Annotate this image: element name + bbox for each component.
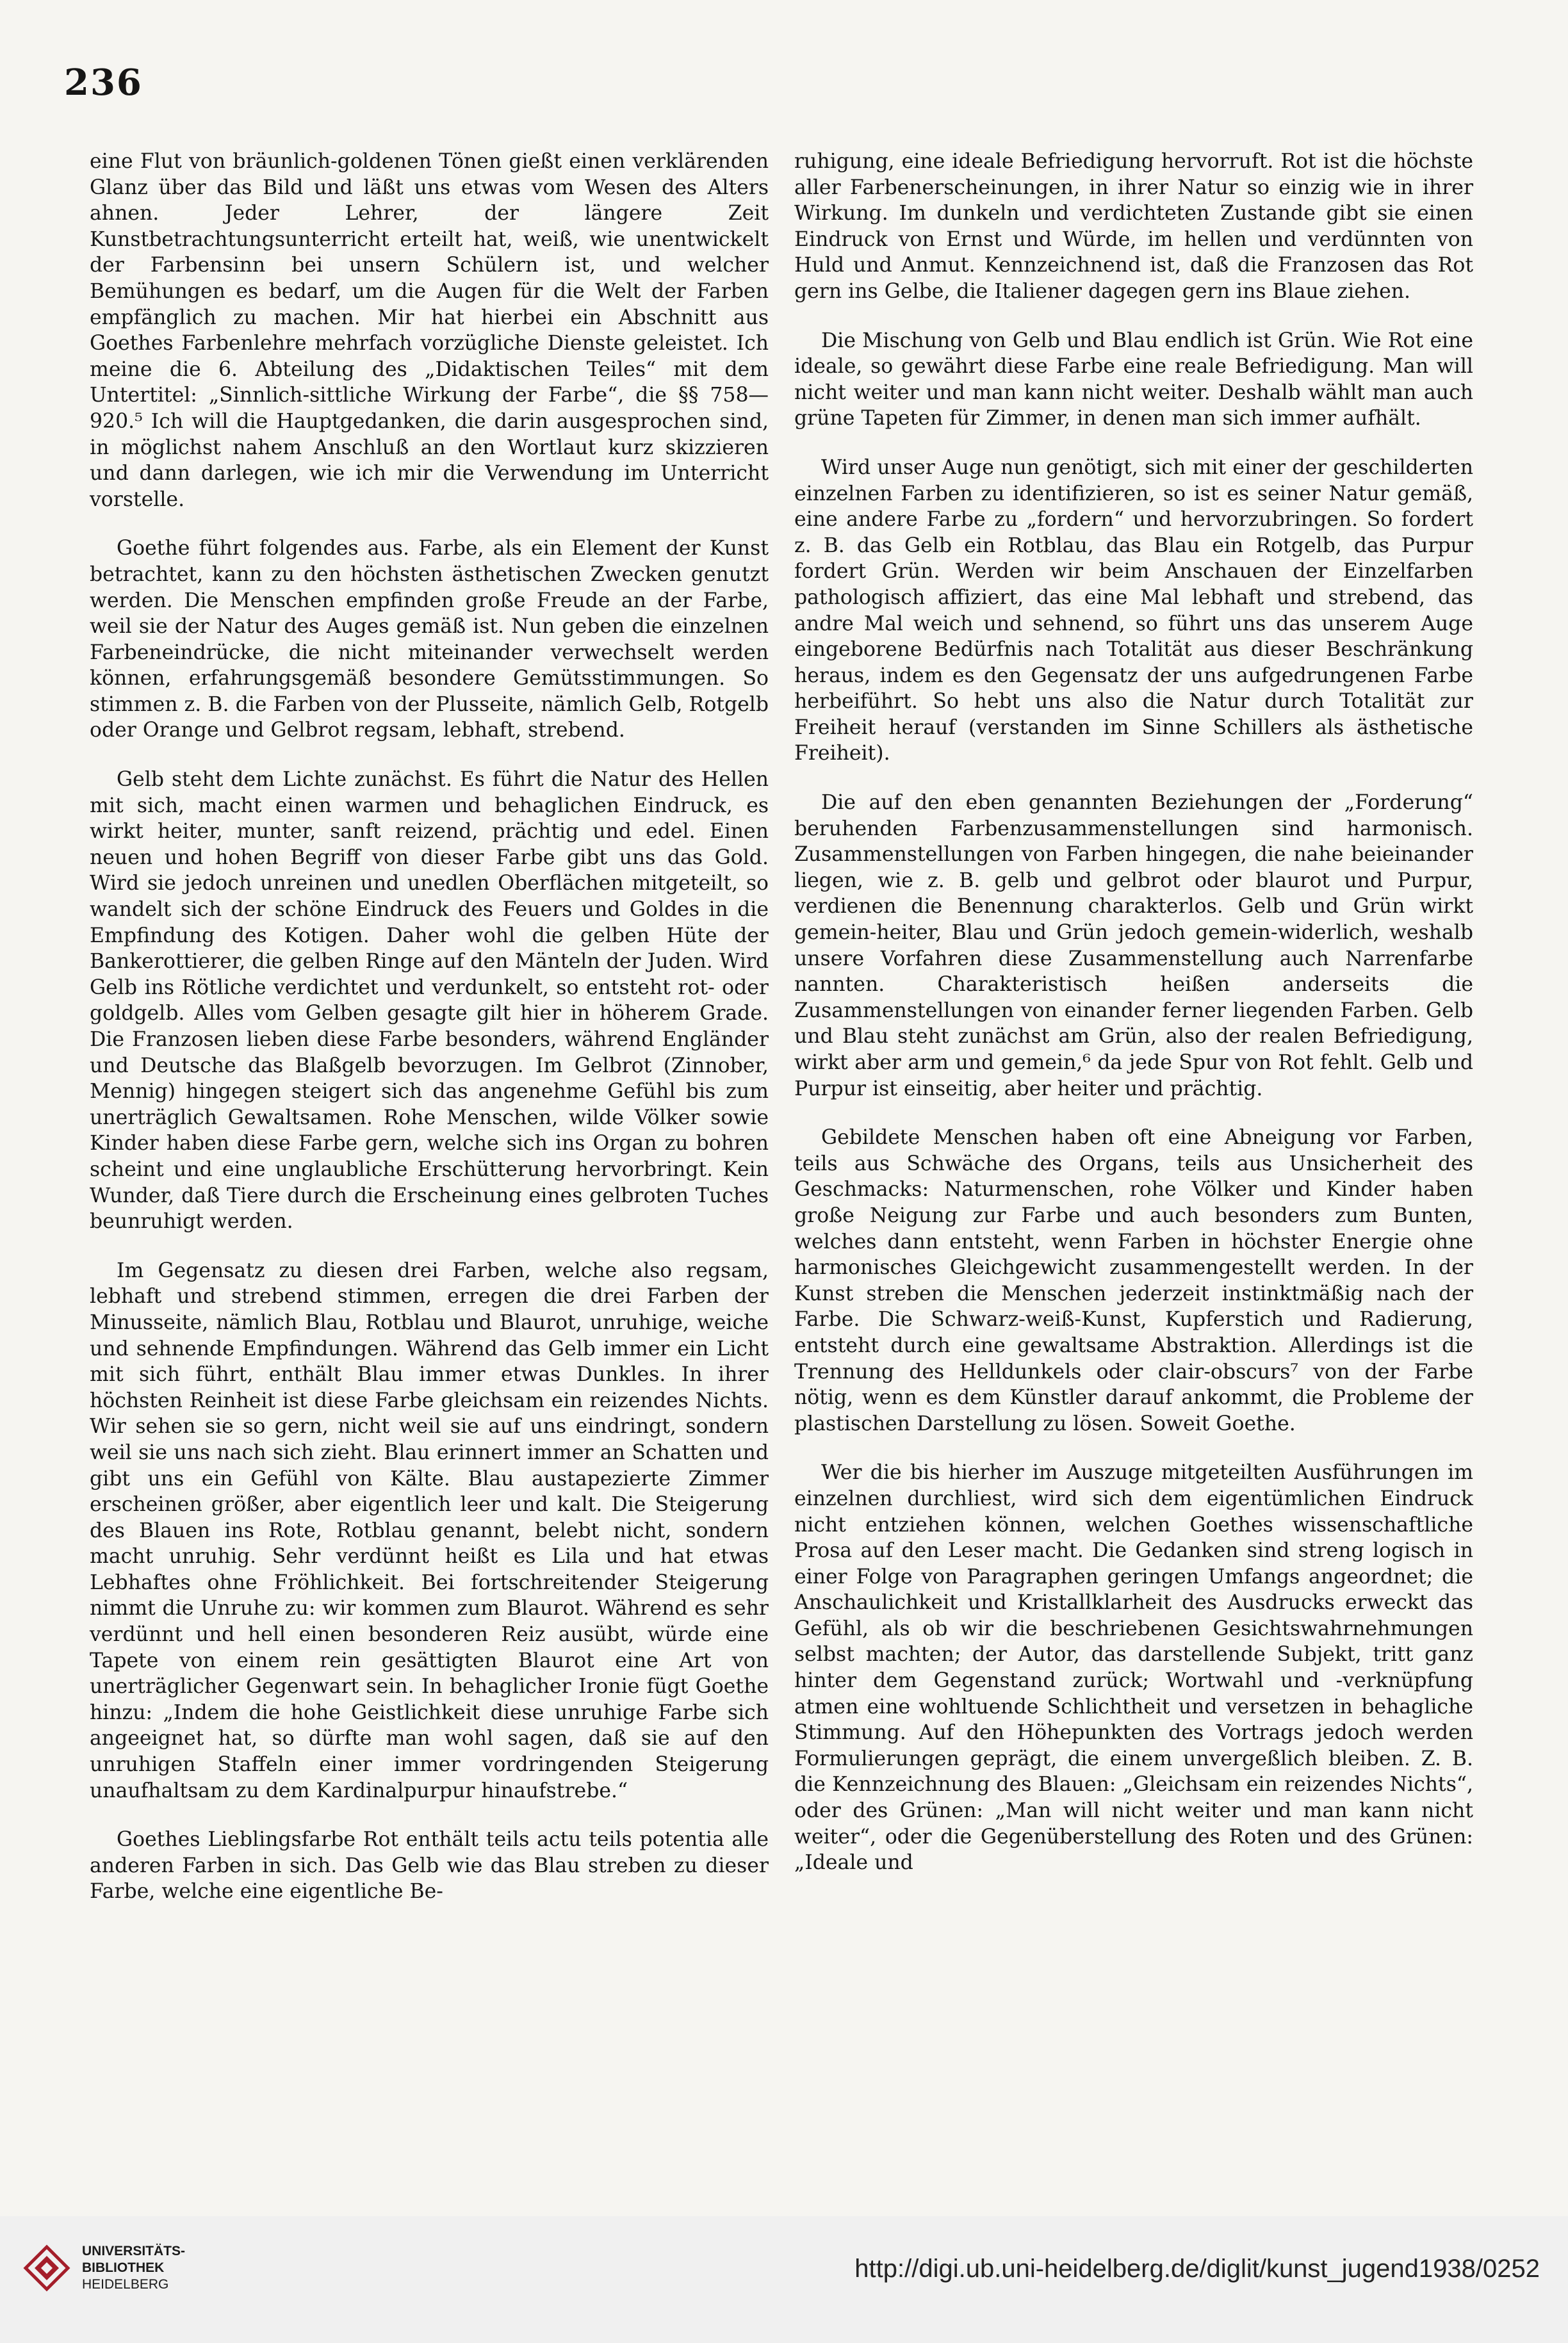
paragraph: Goethe führt folgendes aus. Farbe, als ein Element der Kunst betrachtet, kann zu den höchsten ästhetischen Zwecken genutzt werden. Die Menschen empfinden große Freude an der Farbe, weil sie der Natur des Auges gemäß ist. Nun geben die einzelnen Farbeneindrücke, die nicht miteinander verwechselt werden können, erfahrungsgemäß besondere Gemütsstimmungen. So stimmen z. B. die Farben von der Plusseite, nämlich Gelb, Rotgelb oder Orange und Gelbrot regsam, lebhaft, strebend.: [90, 537, 769, 742]
paragraph: Wird unser Auge nun genötigt, sich mit einer der geschilderten einzelnen Farben zu identifizieren, so ist es seiner Natur gemäß, eine andere Farbe zu „fordern“ und hervorzubringen. So fordert z. B. das Gelb ein Rotblau, das Blau ein Rotgelb, das Purpur fordert Grün. Werden wir beim Anschauen der Einzelfarben pathologisch affiziert, das eine Mal lebhaft und strebend, das andre Mal weich und sehnend, so führt uns das unserem Auge eingeborene Bedürfnis nach Totalität aus dieser Beschränkung heraus, indem es den Gegensatz der uns aufgedrungenen Farbe herbeiführt. So hebt uns also die Natur durch Totalität zur Freiheit herauf (verstanden im Sinne Schillers als ästhetische Freiheit).: [794, 455, 1473, 765]
paragraph: ruhigung, eine ideale Befriedigung hervorruft. Rot ist die höchste aller Farbenerscheinungen, in ihrer Natur so einzig wie in ihrer Wirkung. Im dunkeln und verdichteten Zustande gibt sie einen Eindruck von Ernst und Würde, im hellen und verdünnten von Huld und Anmut. Kennzeichnend ist, daß die Franzosen das Rot gern ins Gelbe, die Italiener dagegen gern ins Blaue ziehen.: [794, 150, 1473, 303]
paragraph: Wer die bis hierher im Auszuge mitgeteilten Ausführungen im einzelnen durchliest, wird sich dem eigentümlichen Eindruck nicht entziehen können, welchen Goethes wissenschaftliche Prosa auf den Leser macht. Die Gedanken sind streng logisch in einer Folge von Paragraphen geringen Umfangs angeordnet; die Anschaulichkeit und Kristallklarheit des Ausdrucks erweckt das Gefühl, als ob wir die beschriebenen Gesichtswahrnehmungen selbst machten; der Autor, das darstellende Subjekt, tritt ganz hinter dem Gegenstand zurück; Wortwahl und -verknüpfung atmen eine wohltuende Schlichtheit und versetzen in behagliche Stimmung. Auf den Höhepunkten des Vortrags jedoch werden Formulierungen geprägt, die einem unvergeßlich bleiben. Z. B. die Kennzeichnung des Blauen: „Gleichsam ein reizendes Nichts“, oder des Grünen: „Man will nicht weiter und man kann nicht weiter“, oder die Gegenüberstellung des Roten und des Grünen: „Ideale und: [794, 1461, 1473, 1875]
page-number: 236: [64, 61, 143, 104]
paragraph: Die Mischung von Gelb und Blau endlich ist Grün. Wie Rot eine ideale, so gewährt diese Farbe eine reale Befriedigung. Man will nicht weiter und man kann nicht weiter. Deshalb wählt man auch grüne Tapeten für Zimmer, in denen man sich immer aufhält.: [794, 329, 1473, 430]
right-column: [794, 149, 1473, 1899]
library-name-line: HEIDELBERG: [82, 2277, 169, 2292]
paragraph: Goethes Lieblingsfarbe Rot enthält teils actu teils potentia alle anderen Farben in sich. Das Gelb wie das Blau streben zu dieser Farbe, welche eine eigentliche Be-: [90, 1828, 769, 1904]
library-logo-icon: [23, 2244, 70, 2292]
library-name-line: UNIVERSITÄTS-: [82, 2244, 186, 2258]
library-name-line: BIBLIOTHEK: [82, 2260, 165, 2275]
paragraph: Im Gegensatz zu diesen drei Farben, welche also regsam, lebhaft und strebend stimmen, erregen die drei Farben der Minusseite, nämlich Blau, Rotblau und Blaurot, unruhige, weiche und sehnende Empfindungen. Während das Gelb immer ein Licht mit sich führt, enthält Blau immer etwas Dunkles. In ihrer höchsten Reinheit ist diese Farbe gleichsam ein reizendes Nichts. Wir sehen sie so gern, nicht weil sie auf uns eindringt, sondern weil sie uns nach sich zieht. Blau erinnert immer an Schatten und gibt uns ein Gefühl von Kälte. Blau austapezierte Zimmer erscheinen größer, aber eigentlich leer und kalt. Die Steigerung des Blauen ins Rote, Rotblau genannt, belebt nicht, sondern macht unruhig. Sehr verdünnt heißt es Lila und hat etwas Lebhaftes ohne Fröhlichkeit. Bei fortschreitender Steigerung nimmt die Unruhe zu: wir kommen zum Blaurot. Während es sehr verdünnt und hell einen besonderen Reiz ausübt, würde eine Tapete von einem rein gesättigten Blaurot eine Art von unerträglicher Gegenwart sein. In behaglicher Ironie fügt Goethe hinzu: „Indem die hohe Geistlichkeit diese unruhige Farbe sich angeeignet hat, so dürfte man wohl sagen, daß sie auf den unruhigen Staffeln einer immer vordringenden Steigerung unaufhaltsam zu dem Kardinalpurpur hinaufstrebe.“: [90, 1259, 769, 1802]
library-name: [82, 2243, 185, 2293]
viewer-footer: [0, 2216, 1568, 2343]
paragraph: Gebildete Menschen haben oft eine Abneigung vor Farben, teils aus Schwäche des Organs, teils aus Unsicherheit des Geschmacks: Naturmenschen, rohe Völker und Kinder haben große Neigung zur Farbe und auch besonders zum Bunten, welches dann entsteht, wenn Farben in höchster Energie ohne harmonisches Gleichgewicht zusammengestellt werden. In der Kunst streben die Menschen jederzeit instinktmäßig nach der Farbe. Die Schwarz-weiß-Kunst, Kupferstich und Radierung, entsteht durch eine gewaltsame Abstraktion. Allerdings ist die Trennung des Helldunkels oder clair-obscurs⁷ von der Farbe nötig, wenn es dem Künstler darauf ankommt, die Probleme der plastischen Darstellung zu lösen. Soweit Goethe.: [794, 1126, 1473, 1435]
paragraph: eine Flut von bräunlich-goldenen Tönen gießt einen verklärenden Glanz über das Bild und läßt uns etwas vom Wesen des Alters ahnen. Jeder Lehrer, der längere Zeit Kunstbetrachtungsunterricht erteilt hat, weiß, wie unentwickelt der Farbensinn bei unsern Schülern ist, und welcher Bemühungen es bedarf, um die Augen für die Welt der Farben empfänglich zu machen. Mir hat hierbei ein Abschnitt aus Goethes Farbenlehre mehrfach vorzügliche Dienste geleistet. Ich meine die 6. Abteilung des „Didaktischen Teiles“ mit dem Untertitel: „Sinnlich-sittliche Wirkung der Farbe“, die §§ 758—920.⁵ Ich will die Hauptgedanken, die darin ausgesprochen sind, in möglichst nahem Anschluß an den Wortlaut kurz skizzieren und dann darlegen, wie ich mir die Verwendung im Unterricht vorstelle.: [90, 150, 769, 511]
left-column: [90, 149, 769, 1928]
paragraph: Gelb steht dem Lichte zunächst. Es führt die Natur des Hellen mit sich, macht einen warmen und behaglichen Eindruck, es wirkt heiter, munter, sanft reizend, prächtig und edel. Einen neuen und hohen Begriff von dieser Farbe gibt uns das Gold. Wird sie jedoch unreinen und unedlen Oberflächen mitgeteilt, so wandelt sich der schöne Eindruck des Feuers und Goldes in die Empfindung des Kotigen. Daher wohl die gelben Hüte der Bankerottierer, die gelben Ringe auf den Mänteln der Juden. Wird Gelb ins Rötliche verdichtet und verdunkelt, so entsteht rot- oder goldgelb. Alles vom Gelben gesagte gilt hier in höherem Grade. Die Franzosen lieben diese Farbe besonders, während Engländer und Deutsche das Blaßgelb bevorzugen. Im Gelbrot (Zinnober, Mennig) hingegen steigert sich das angenehme Gefühl bis zum unerträglich Gewaltsamen. Rohe Menschen, wilde Völker sowie Kinder haben diese Farbe gern, welche sich ins Organ zu bohren scheint und eine unglaubliche Erschütterung hervorbringt. Kein Wunder, daß Tiere durch die Erscheinung eines gelbroten Tuches beunruhigt werden.: [90, 768, 769, 1234]
paragraph: Die auf den eben genannten Beziehungen der „Forderung“ beruhenden Farbenzusammenstellungen sind harmonisch. Zusammenstellungen von Farben hingegen, die nahe beieinander liegen, wie z. B. gelb und gelbrot oder blaurot und Purpur, verdienen die Benennung charakterlos. Gelb und Grün wirkt gemein-heiter, Blau und Grün jedoch gemein-widerlich, weshalb unsere Vorfahren diese Zusammenstellung auch Narrenfarbe nannten. Charakteristisch heißen anderseits die Zusammenstellungen von einander ferner liegenden Farben. Gelb und Blau steht zunächst am Grün, also der realen Befriedigung, wirkt aber arm und gemein,⁶ da jede Spur von Rot fehlt. Gelb und Purpur ist einseitig, aber heiter und prächtig.: [794, 791, 1473, 1100]
source-url-link[interactable]: http://digi.ub.uni-heidelberg.de/diglit/kunst_jugend1938/0252: [854, 2255, 1540, 2283]
